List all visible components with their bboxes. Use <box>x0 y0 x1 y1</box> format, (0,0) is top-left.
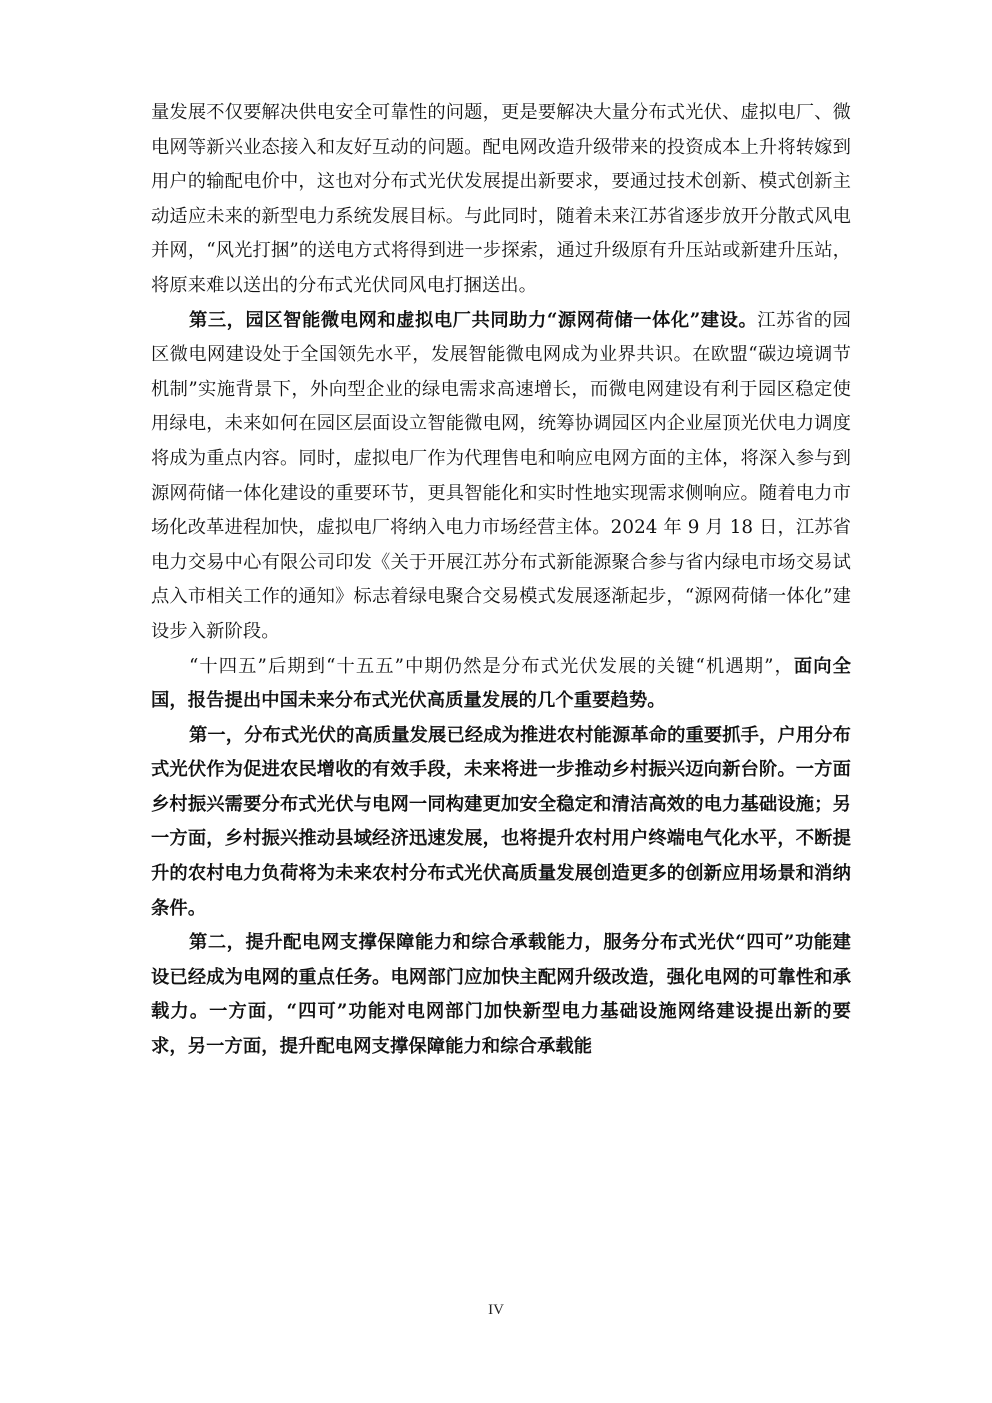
paragraph-4-text: 第一，分布式光伏的高质量发展已经成为推进农村能源革命的重要抓手，户用分布式光伏作为促进农民增收的有效手段，未来将进一步推动乡村振兴迈向新台阶。一方面乡村振兴需要分布式光伏与电网一同构建更加安全稳定和清洁高效的电力基础设施；另一方面，乡村振兴推动县域经济迅速发展，也将提升农村用户终端电气化水平，不断提升的农村电力负荷将为未来农村分布式光伏高质量发展创造更多的创新应用场景和消纳条件。 <box>151 724 851 919</box>
paragraph-2-text: 江苏省的园区微电网建设处于全国领先水平，发展智能微电网成为业界共识。在欧盟“碳边境调节机制”实施背景下，外向型企业的绿电需求高速增长，而微电网建设有利于园区稳定使用绿电，未来如何在园区层面设立智能微电网，统筹协调园区内企业屋顶光伏电力调度将成为重点内容。同时，虚拟电厂作为代理售电和响应电网方面的主体，将深入参与到源网荷储一体化建设的重要环节，更具智能化和实时性地实现需求侧响应。随着电力市场化改革进程加快，虚拟电厂将纳入电力市场经营主体。2024 年 9 月 18 日，江苏省电力交易中心有限公司印发《关于开展江苏分布式新能源聚合参与省内绿电市场交易试点入市相关工作的通知》标志着绿电聚合交易模式发展逐渐起步，“源网荷储一体化”建设步入新阶段。 <box>151 309 851 642</box>
page-number: IV <box>488 1302 504 1318</box>
paragraph-5 <box>151 926 851 1064</box>
paragraph-2-heading: 第三，园区智能微电网和虚拟电厂共同助力“源网荷储一体化”建设。 <box>189 309 758 331</box>
paragraph-4 <box>151 719 851 927</box>
paragraph-3-emphasis: 面向全国，报告提出中国未来分布式光伏高质量发展的几个重要趋势。 <box>151 655 851 712</box>
paragraph-1 <box>151 96 851 304</box>
paragraph-1-text: 量发展不仅要解决供电安全可靠性的问题，更是要解决大量分布式光伏、虚拟电厂、微电网等新兴业态接入和友好互动的问题。配电网改造升级带来的投资成本上升将转嫁到用户的输配电价中，这也对分布式光伏发展提出新要求，要通过技术创新、模式创新主动适应未来的新型电力系统发展目标。与此同时，随着未来江苏省逐步放开分散式风电并网，“风光打捆”的送电方式将得到进一步探索，通过升级原有升压站或新建升压站，将原来难以送出的分布式光伏同风电打捆送出。 <box>151 102 851 296</box>
document-body <box>151 96 851 1065</box>
paragraph-3-text: “十四五”后期到“十五五”中期仍然是分布式光伏发展的关键“机遇期”， <box>189 655 794 677</box>
paragraph-2 <box>151 304 851 650</box>
paragraph-5-text: 第二，提升配电网支撑保障能力和综合承载能力，服务分布式光伏“四可”功能建设已经成为电网的重点任务。电网部门应加快主配网升级改造，强化电网的可靠性和承载力。一方面，“四可”功能对电网部门加快新型电力基础设施网络建设提出新的要求，另一方面，提升配电网支撑保障能力和综合承载能 <box>151 932 851 1058</box>
paragraph-3 <box>151 650 851 719</box>
